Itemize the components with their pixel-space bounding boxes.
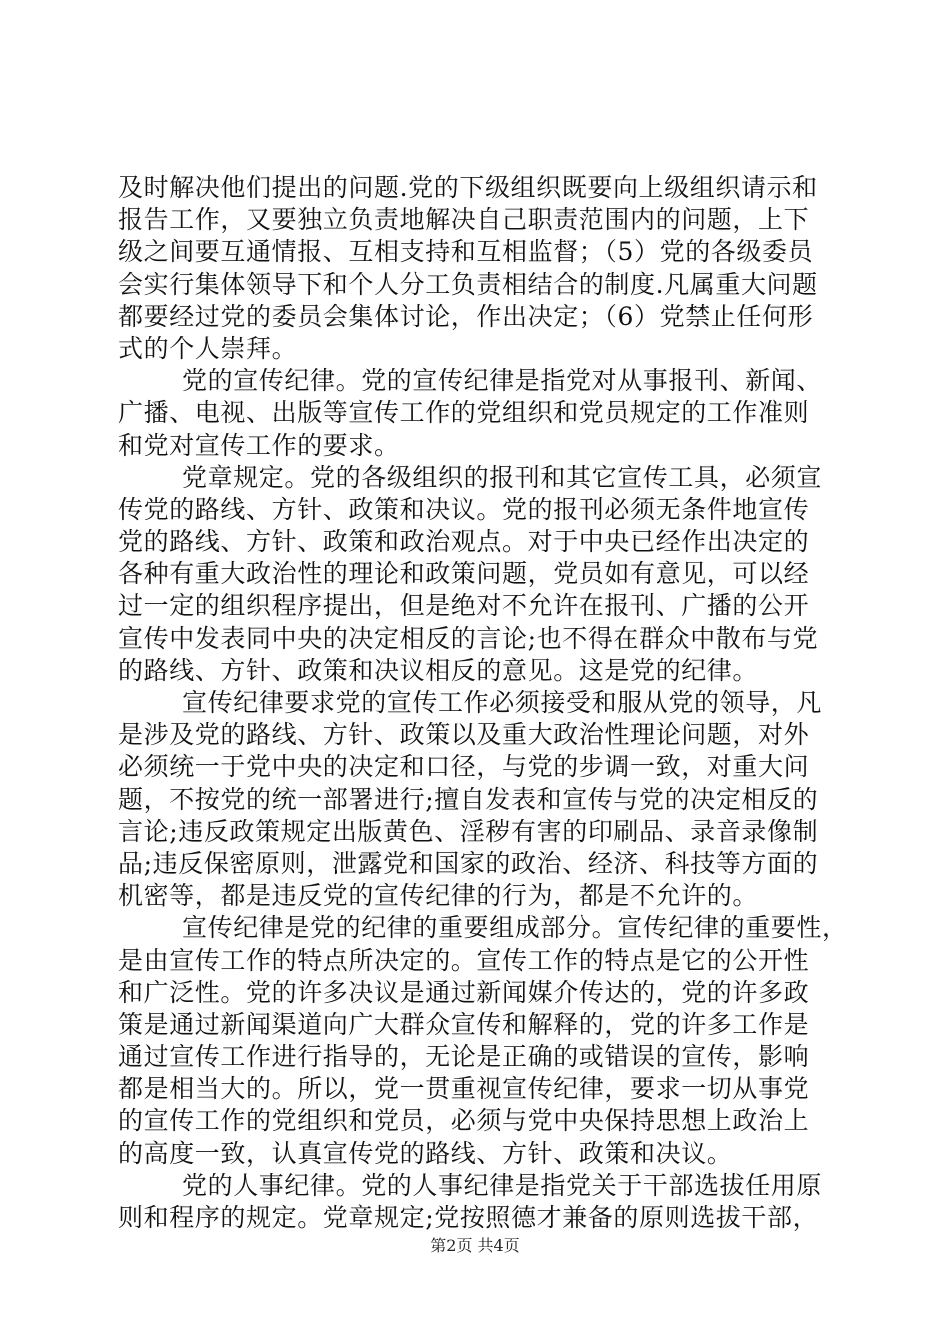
text-line: 机密等，都是违反党的宣传纪律的行为，都是不允许的。	[118, 881, 759, 911]
text-line: 必须统一于党中央的决定和口径，与党的步调一致，对重大问	[118, 752, 810, 782]
text-line: 是涉及党的路线、方针、政策以及重大政治性理论问题，对外	[118, 720, 810, 750]
page-footer: 第2页 共4页	[430, 1236, 520, 1255]
text-line: 广播、电视、出版等宣传工作的党组织和党员规定的工作准则	[118, 398, 810, 428]
text-line: 通过宣传工作进行指导的，无论是正确的或错误的宣传，影响	[118, 1042, 810, 1072]
text-line: 都是相当大的。所以，党一贯重视宣传纪律，要求一切从事党	[118, 1074, 810, 1104]
text-line: 策是通过新闻渠道向广大群众宣传和解释的，党的许多工作是	[118, 1009, 810, 1039]
paragraph-first-line: 宣传纪律要求党的宣传工作必须接受和服从党的领导，凡	[182, 688, 823, 717]
text-line: 式的个人崇拜。	[118, 333, 298, 363]
text-line: 和党对宣传工作的要求。	[118, 430, 400, 460]
paragraph-first-line: 党的人事纪律。党的人事纪律是指党关于干部选拔任用原	[182, 1170, 823, 1200]
text-line: 党的路线、方针、政策和政治观点。对于中央已经作出决定的	[118, 527, 810, 557]
text-line: 会实行集体领导下和个人分工负责相结合的制度.凡属重大问题	[118, 269, 818, 299]
text-line: 的路线、方针、政策和决议相反的意见。这是党的纪律。	[118, 655, 759, 685]
text-line: 报告工作，又要独立负责地解决自己职责范围内的问题，上下	[118, 205, 810, 235]
text-line: 过一定的组织程序提出，但是绝对不允许在报刊、广播的公开	[118, 591, 810, 621]
text-line: 各种有重大政治性的理论和政策问题，党员如有意见，可以经	[118, 559, 810, 589]
text-line: 的宣传工作的党组织和党员，必须与党中央保持思想上政治上	[118, 1106, 810, 1136]
text-line: 品;违反保密原则，泄露党和国家的政治、经济、科技等方面的	[118, 848, 819, 878]
text-line: 言论;违反政策规定出版黄色、淫秽有害的印刷品、录音录像制	[118, 816, 819, 846]
paragraph-first-line: 宣传纪律是党的纪律的重要组成部分。宣传纪律的重要性，	[182, 913, 848, 943]
text-line: 是由宣传工作的特点所决定的。宣传工作的特点是它的公开性	[118, 945, 810, 975]
text-line: 和广泛性。党的许多决议是通过新闻媒介传达的，党的许多政	[118, 977, 810, 1007]
text-line: 宣传中发表同中央的决定相反的言论;也不得在群众中散布与党	[118, 623, 819, 653]
text-line: 及时解决他们提出的问题.党的下级组织既要向上级组织请示和	[118, 173, 818, 202]
body-text	[118, 172, 848, 1234]
text-line: 级之间要互通情报、互相支持和互相监督；（5）党的各级委员	[118, 237, 814, 267]
text-line: 的高度一致，认真宣传党的路线、方针、政策和决议。	[118, 1138, 733, 1168]
text-line: 题，不按党的统一部署进行;擅自发表和宣传与党的决定相反的	[118, 784, 819, 814]
text-line: 传党的路线、方针、政策和决议。党的报刊必须无条件地宣传	[118, 494, 810, 524]
paragraph-first-line: 党章规定。党的各级组织的报刊和其它宣传工具，必须宣	[182, 462, 823, 492]
text-line: 都要经过党的委员会集体讨论，作出决定；（6）党禁止任何形	[118, 301, 814, 331]
text-line: 则和程序的规定。党章规定;党按照德才兼备的原则选拔干部，	[118, 1203, 819, 1232]
paragraph-first-line: 党的宣传纪律。党的宣传纪律是指党对从事报刊、新闻、	[182, 366, 823, 396]
